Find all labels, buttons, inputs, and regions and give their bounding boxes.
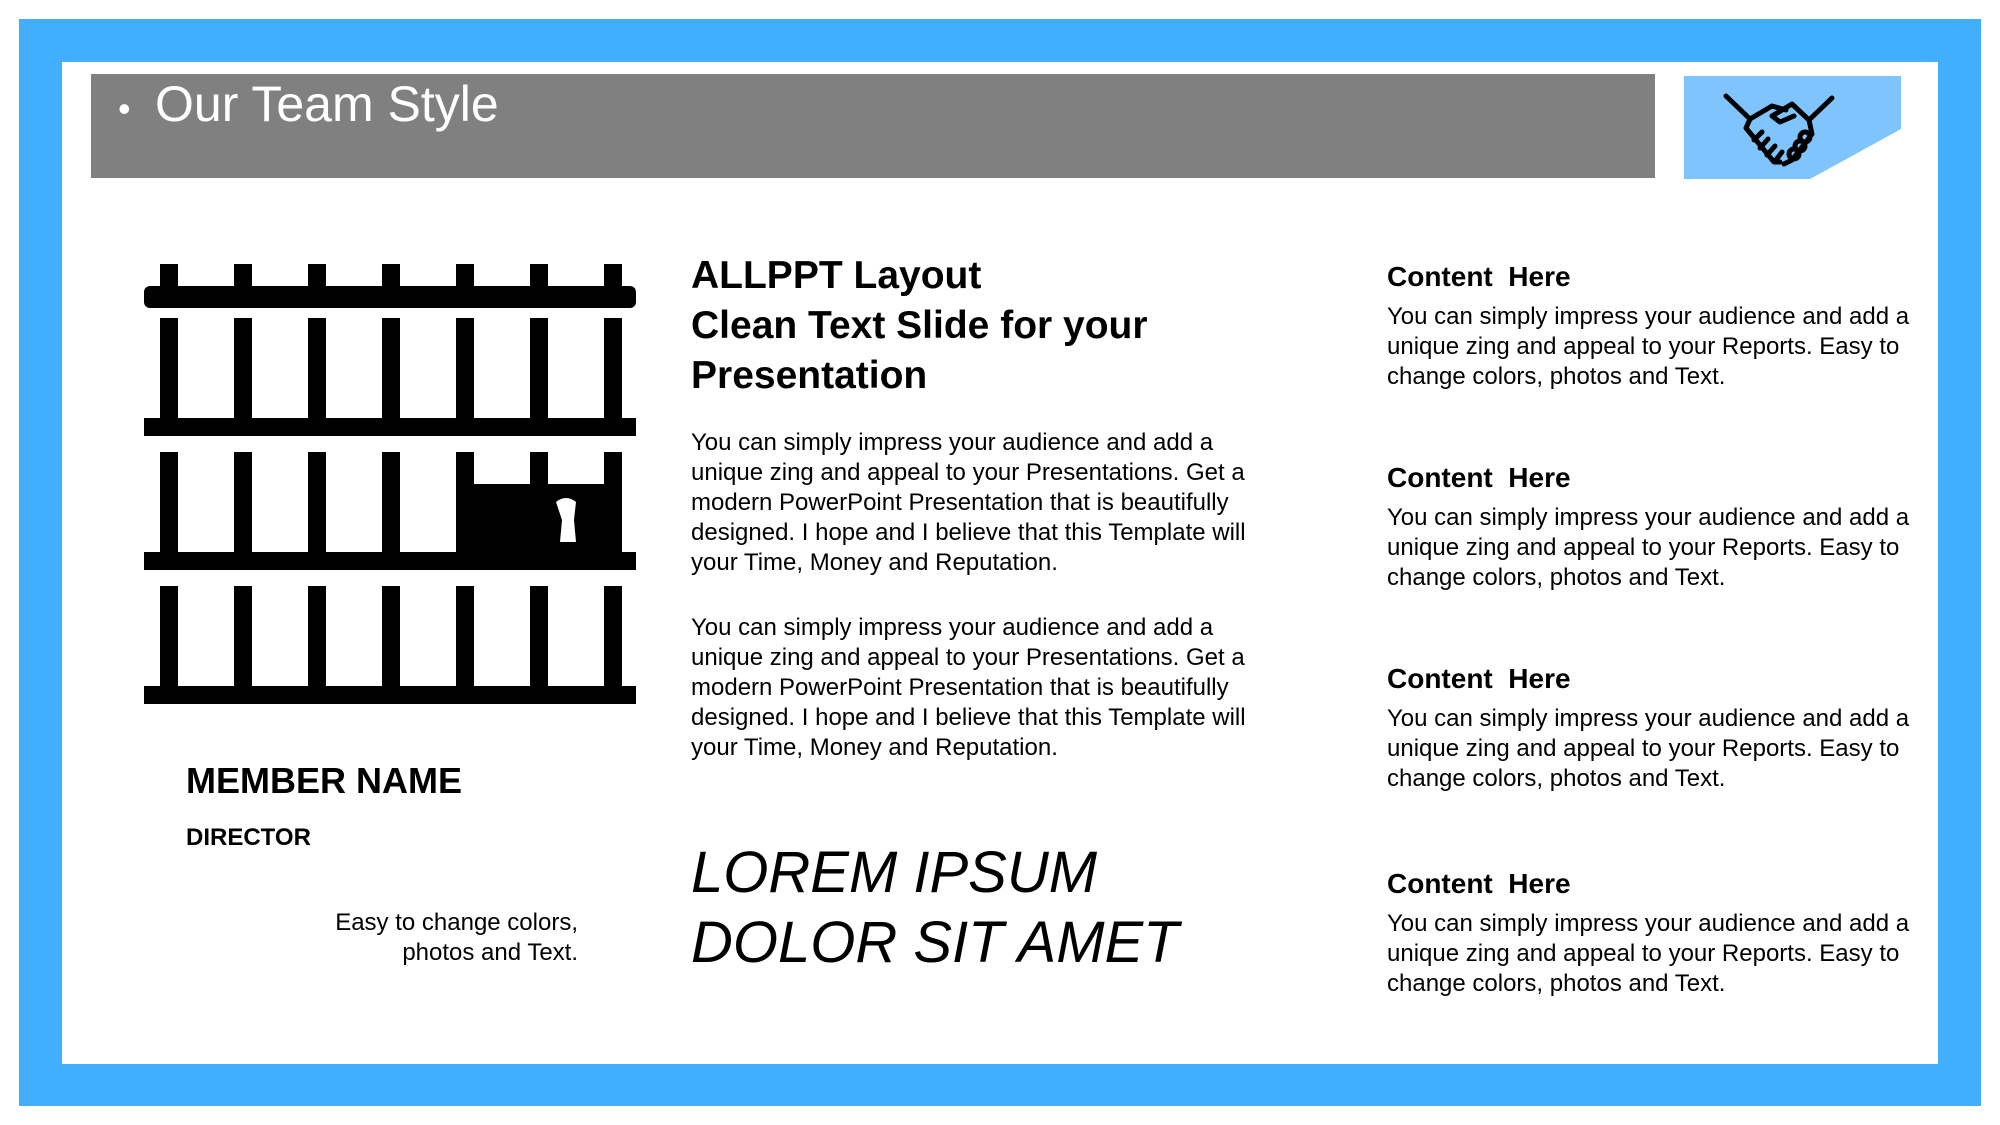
slide-title: Our Team Style (155, 76, 499, 132)
handshake-icon (1684, 76, 1901, 179)
lorem-line: DOLOR SIT AMET (691, 910, 1179, 975)
content-block (1387, 260, 1927, 392)
content-body: You can simply impress your audience and add a unique zing and appeal to your Reports. Easy to change colors, photos and Text. (1387, 705, 1910, 792)
handshake-badge (1684, 76, 1901, 179)
content-block (1387, 867, 1927, 999)
member-name: MEMBER NAME (186, 760, 462, 801)
member-role: DIRECTOR (186, 824, 311, 851)
content-body: You can simply impress your audience and add a unique zing and appeal to your Reports. Easy to change colors, photos and Text. (1387, 504, 1910, 591)
content-title: Content Here (1387, 261, 1571, 292)
heading-line: Clean Text Slide for your (691, 304, 1148, 347)
content-block (1387, 662, 1927, 794)
member-photo-silhouette (140, 262, 638, 705)
member-note: Easy to change colors, photos and Text. (335, 909, 578, 966)
main-heading (691, 251, 1311, 401)
lorem-line: LOREM IPSUM (691, 840, 1098, 905)
content-block (1387, 461, 1927, 593)
lorem-text (691, 838, 1311, 978)
content-title: Content Here (1387, 868, 1571, 899)
title-bullet: • (118, 88, 131, 129)
content-body: You can simply impress your audience and add a unique zing and appeal to your Reports. Easy to change colors, photos and Text. (1387, 303, 1910, 390)
content-body: You can simply impress your audience and add a unique zing and appeal to your Reports. Easy to change colors, photos and Text. (1387, 910, 1910, 997)
heading-line: Presentation (691, 354, 928, 397)
content-title: Content Here (1387, 462, 1571, 493)
heading-line: ALLPPT Layout (691, 254, 982, 297)
content-title: Content Here (1387, 663, 1571, 694)
member-photo (140, 262, 638, 705)
body-paragraph: You can simply impress your audience and add a unique zing and appeal to your Presentations. Get a modern PowerPoint Presentation that is beautifully designed. I hope and I believe that this Template will your Time, Money and Reputation. (691, 429, 1246, 576)
body-paragraph: You can simply impress your audience and add a unique zing and appeal to your Presentations. Get a modern PowerPoint Presentation that is beautifully designed. I hope and I believe that this Template will your Time, Money and Reputation. (691, 614, 1246, 761)
